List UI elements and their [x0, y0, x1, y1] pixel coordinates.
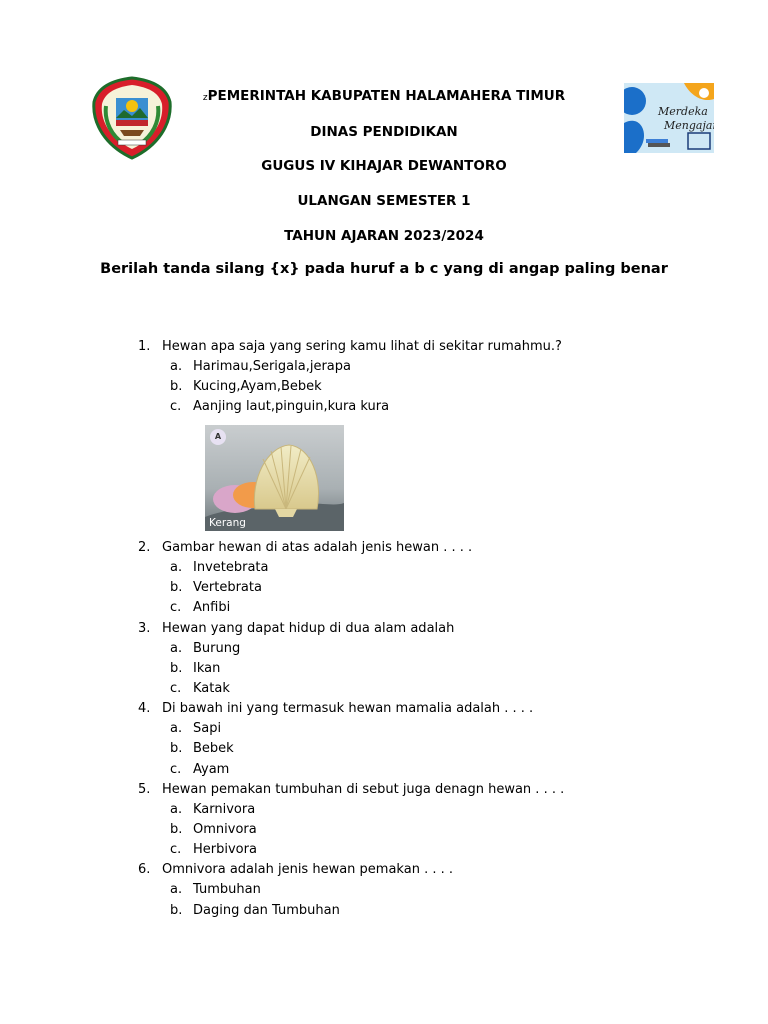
- logo-text-merdeka: Merdeka: [658, 105, 708, 118]
- header-government: [0, 88, 768, 104]
- question-1-option-c: c. Aanjing laut,pinguin,kura kura: [170, 399, 390, 414]
- shell-picture: [205, 425, 344, 531]
- instructions: Berilah tanda silang {x} pada huruf a b c yang di angap paling benar: [100, 261, 668, 277]
- question-1: 1. Hewan apa saja yang sering kamu lihat di sekitar rumahmu.?: [138, 339, 562, 354]
- question-4-option-b: b. Bebek: [170, 741, 234, 756]
- question-1-option-a: a. Harimau,Serigala,jerapa: [170, 359, 351, 374]
- question-4: 4. Di bawah ini yang termasuk hewan mamalia adalah . . . .: [138, 701, 534, 716]
- picture-caption: Kerang: [209, 517, 246, 529]
- question-6-option-a: a. Tumbuhan: [170, 882, 261, 897]
- question-4-option-a: a. Sapi: [170, 721, 222, 736]
- question-3-option-a: a. Burung: [170, 641, 241, 656]
- question-2: 2. Gambar hewan di atas adalah jenis hewan . . . .: [138, 540, 473, 555]
- question-6-option-b: b. Daging dan Tumbuhan: [170, 903, 340, 918]
- question-5: 5. Hewan pemakan tumbuhan di sebut juga denagn hewan . . . .: [138, 782, 565, 797]
- question-2-option-a: a. Invetebrata: [170, 560, 269, 575]
- header-prefix: z: [202, 93, 208, 103]
- header-academic-year: TAHUN AJARAN 2023/2024: [284, 228, 484, 244]
- question-5-option-b: b. Omnivora: [170, 822, 257, 837]
- question-5-option-a: a. Karnivora: [170, 802, 256, 817]
- logo-text-mengajar: Mengajar: [664, 119, 714, 132]
- question-4-option-c: c. Ayam: [170, 762, 230, 777]
- question-6: 6. Omnivora adalah jenis hewan pemakan . . . .: [138, 862, 453, 877]
- question-2-option-b: b. Vertebrata: [170, 580, 262, 595]
- header-department: DINAS PENDIDIKAN: [310, 124, 458, 140]
- question-3-option-b: b. Ikan: [170, 661, 221, 676]
- header-government-text: PEMERINTAH KABUPATEN HALAMAHERA TIMUR: [207, 88, 566, 104]
- question-2-option-c: c. Anfibi: [170, 600, 231, 615]
- picture-badge: A: [210, 429, 226, 445]
- question-3: 3. Hewan yang dapat hidup di dua alam adalah: [138, 621, 455, 636]
- question-1-option-b: b. Kucing,Ayam,Bebek: [170, 379, 322, 394]
- header-exam-title: ULANGAN SEMESTER 1: [297, 193, 471, 209]
- question-5-option-c: c. Herbivora: [170, 842, 257, 857]
- header-cluster: GUGUS IV KIHAJAR DEWANTORO: [261, 158, 507, 174]
- question-3-option-c: c. Katak: [170, 681, 230, 696]
